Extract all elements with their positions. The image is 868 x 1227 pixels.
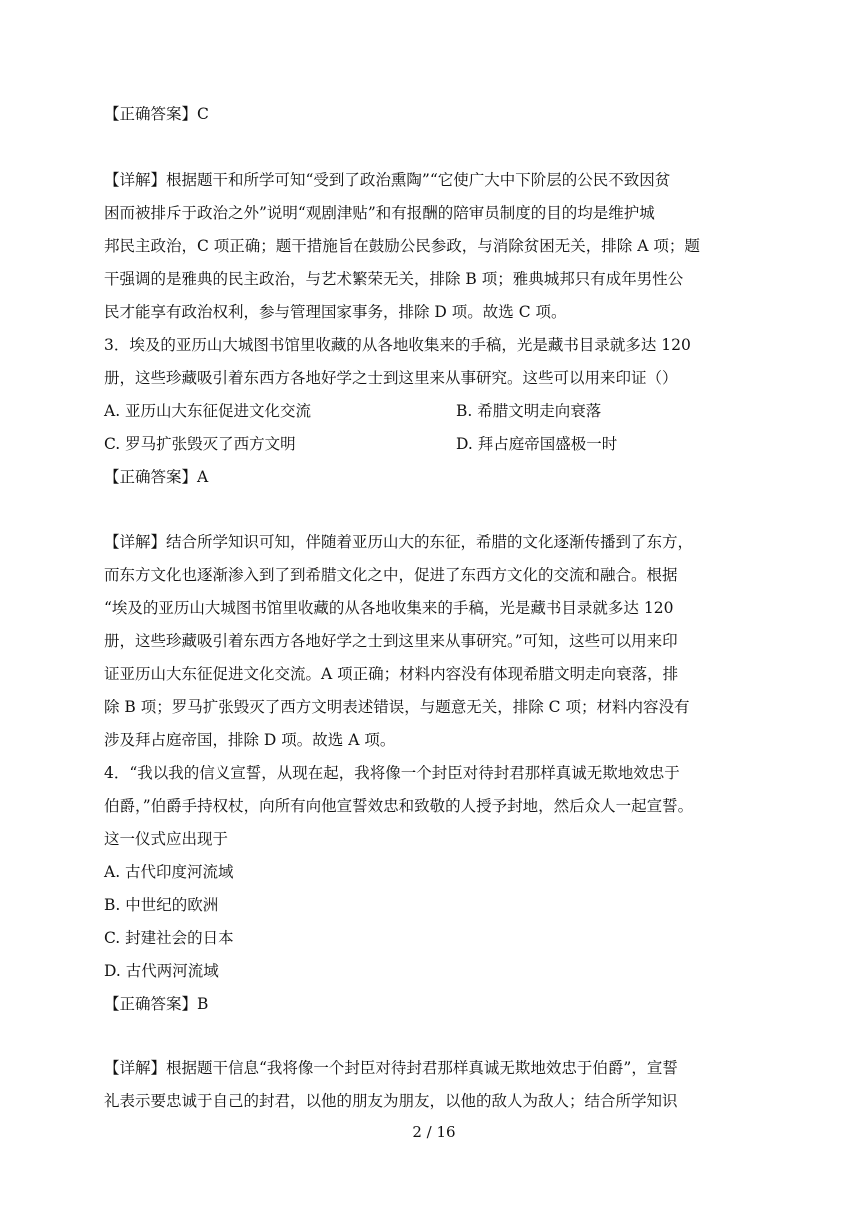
q3-explanation-line: 涉及拜占庭帝国，排除 D 项。故选 A 项。 [104, 731, 396, 749]
q3-option-b: B. 希腊文明走向衰落 [456, 402, 602, 420]
q3-explanation-line: 【详解】结合所学知识可知，伴随着亚历山大的东征，希腊的文化逐渐传播到了东方， [104, 533, 694, 551]
q3-option-c: C. 罗马扩张毁灭了西方文明 [104, 435, 296, 453]
q4-stem-line: 伯爵，”伯爵手持权杖，向所有向他宣誓效忠和致敬的人授予封地，然后众人一起宣誓。 [104, 797, 694, 815]
q4-stem-line: 这一仪式应出现于 [104, 830, 229, 848]
q3-stem-line: 3．埃及的亚历山大城图书馆里收藏的从各地收集来的手稿，光是藏书目录就多达 120 [104, 336, 691, 354]
q2-explanation-line: 民才能享有政治权利，参与管理国家事务，排除 D 项。故选 C 项。 [104, 303, 567, 321]
q2-explanation-line: 困而被排斥于政治之外”说明“观剧津贴”和有报酬的陪审员制度的目的均是维护城 [104, 204, 655, 222]
q2-explanation-line: 干强调的是雅典的民主政治，与艺术繁荣无关，排除 B 项；雅典城邦只有成年男性公 [104, 270, 684, 288]
q3-option-a: A. 亚历山大东征促进文化交流 [104, 402, 312, 420]
q3-explanation-line: 除 B 项；罗马扩张毁灭了西方文明表述错误，与题意无关，排除 C 项；材料内容没有 [104, 698, 690, 716]
q3-explanation-line: 册，这些珍藏吸引着东西方各地好学之士到这里来从事研究。”可知，这些可以用来印 [104, 632, 678, 650]
q4-option-c: C. 封建社会的日本 [104, 929, 234, 947]
q3-answer: 【正确答案】A [104, 468, 209, 486]
q4-option-d: D. 古代两河流域 [104, 962, 219, 980]
q2-answer: 【正确答案】C [104, 105, 209, 123]
q4-explanation-line: 【详解】根据题干信息“我将像一个封臣对待封君那样真诚无欺地效忠于伯爵”，宣誓 [104, 1059, 678, 1077]
q4-stem-line: 4．“我以我的信义宣誓，从现在起，我将像一个封臣对待封君那样真诚无欺地效忠于 [104, 764, 680, 782]
q4-option-a: A. 古代印度河流域 [104, 863, 234, 881]
q2-explanation-line: 【详解】根据题干和所学可知“受到了政治熏陶”“它使广大中下阶层的公民不致因贫 [104, 171, 671, 189]
q4-option-b: B. 中世纪的欧洲 [104, 896, 219, 914]
q3-option-d: D. 拜占庭帝国盛极一时 [456, 435, 618, 453]
q3-stem-line: 册，这些珍藏吸引着东西方各地好学之士到这里来从事研究。这些可以用来印证（） [104, 369, 678, 387]
q3-explanation-line: “埃及的亚历山大城图书馆里收藏的从各地收集来的手稿，光是藏书目录就多达 120 [104, 599, 674, 617]
q2-explanation-line: 邦民主政治，C 项正确；题干措施旨在鼓励公民参政，与消除贫困无关，排除 A 项；题 [104, 237, 700, 255]
q3-explanation-line: 证亚历山大东征促进文化交流。A 项正确；材料内容没有体现希腊文明走向衰落，排 [104, 665, 679, 683]
q4-answer: 【正确答案】B [104, 995, 209, 1013]
page-number: 2 / 16 [412, 1123, 456, 1141]
q3-explanation-line: 而东方文化也逐渐渗入到了到希腊文化之中，促进了东西方文化的交流和融合。根据 [104, 566, 678, 584]
q4-explanation-line: 礼表示要忠诚于自己的封君，以他的朋友为朋友，以他的敌人为敌人；结合所学知识 [104, 1092, 678, 1110]
